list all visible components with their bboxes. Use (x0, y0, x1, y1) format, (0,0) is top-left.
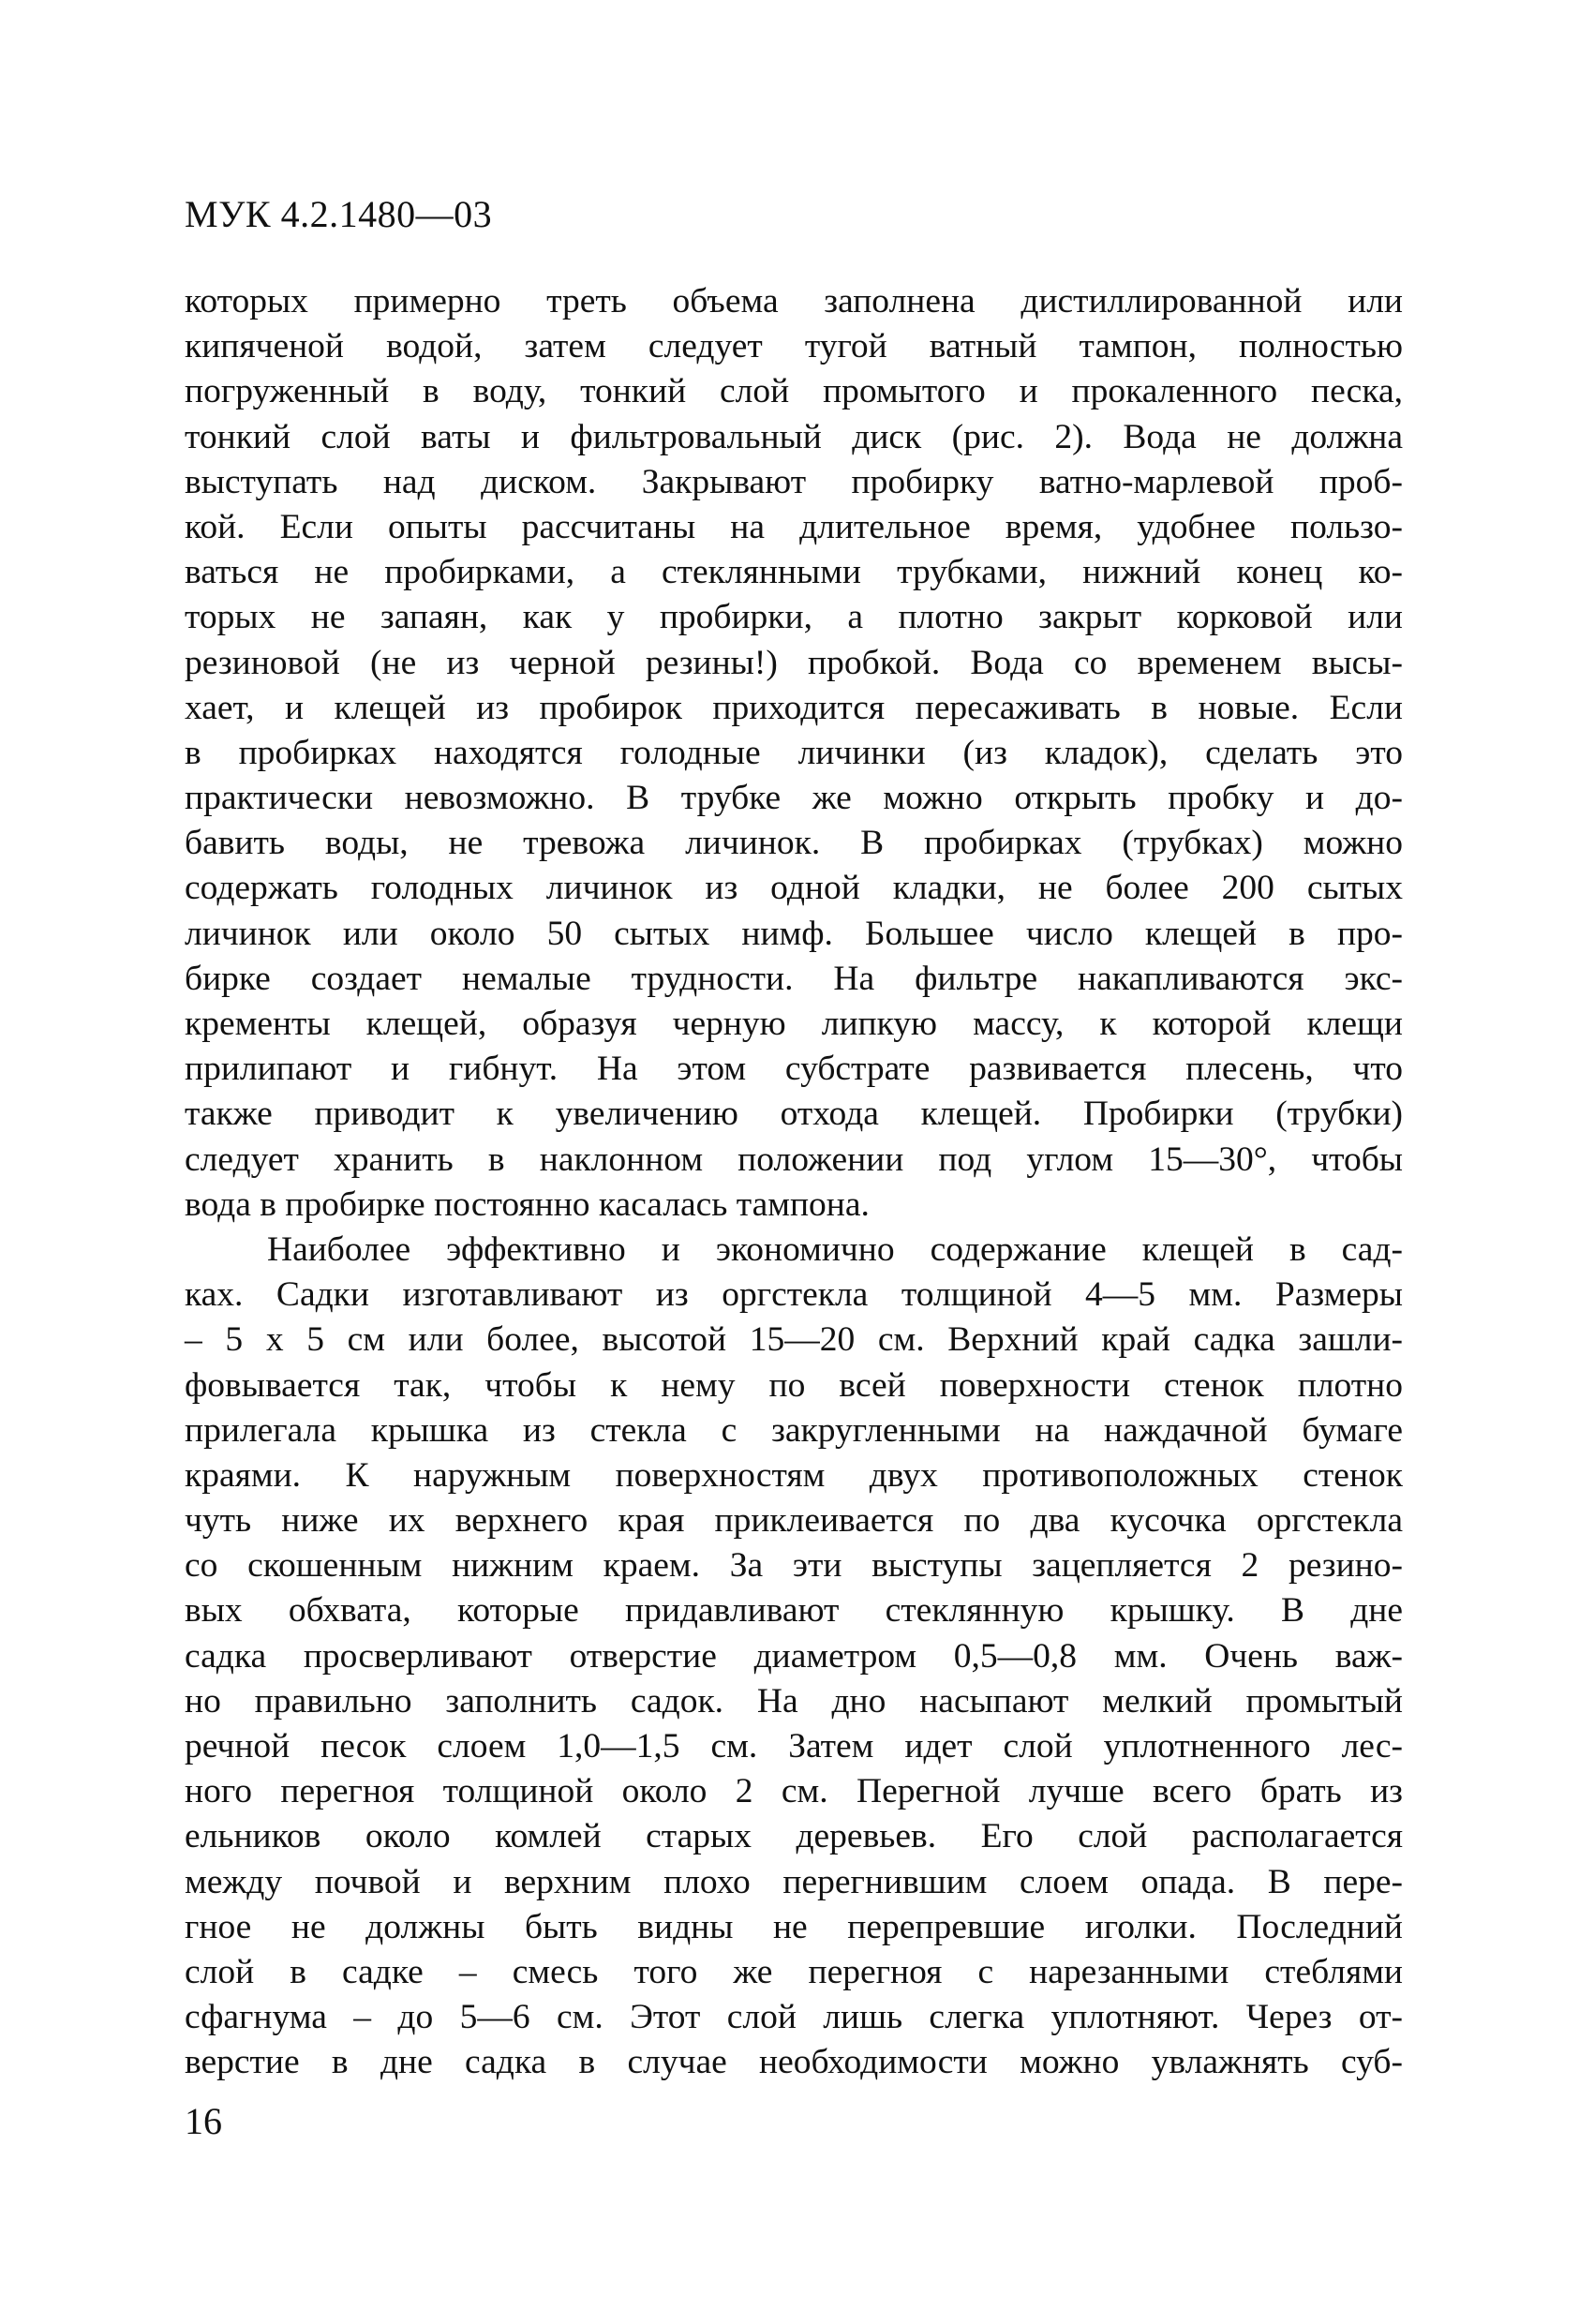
text-line: вых обхвата, которые придавливают стеклянную крышку. В дне (185, 1591, 1403, 1631)
text-line: ваться не пробирками, а стеклянными трубками, нижний конец ко- (185, 553, 1403, 592)
text-line: фовывается так, чтобы к нему по всей поверхности стенок плотно (185, 1365, 1403, 1405)
text-line: гное не должны быть видны не перепревшие иголки. Последний (185, 1907, 1403, 1946)
text-line: бавить воды, не тревожа личинок. В пробирках (трубках) можно (185, 824, 1403, 863)
text-line: со скошенным нижним краем. За эти выступы зацепляется 2 резино- (185, 1546, 1403, 1586)
text-line: торых не запаян, как у пробирки, а плотно закрыт корковой или (185, 598, 1403, 637)
page-number: 16 (185, 2100, 222, 2142)
text-line: кипяченой водой, затем следует тугой ватный тампон, полностью (185, 327, 1403, 366)
text-line: содержать голодных личинок из одной кладки, не более 200 сытых (185, 869, 1403, 908)
text-line: между почвой и верхним плохо перегнившим слоем опада. В пере- (185, 1862, 1403, 1901)
text-line: следует хранить в наклонном положении под углом 15—30°, чтобы (185, 1140, 1403, 1179)
text-line: тонкий слой ваты и фильтровальный диск (рис. 2). Вода не должна (185, 417, 1403, 456)
text-line: вода в пробирке постоянно касалась тампона. (185, 1184, 870, 1224)
text-line: – 5 х 5 см или более, высотой 15—20 см. Верхний край садка зашли- (185, 1320, 1403, 1360)
text-line: кой. Если опыты рассчитаны на длительное время, удобнее пользо- (185, 507, 1403, 546)
text-line: бирке создает немалые трудности. На фильтре накапливаются экс- (185, 959, 1403, 998)
text-line: садка просверливают отверстие диаметром 0,5—0,8 мм. Очень важ- (185, 1636, 1403, 1676)
text-line: прилегала крышка из стекла с закругленными на наждачной бумаге (185, 1410, 1403, 1450)
text-line: но правильно заполнить садок. На дно насыпают мелкий промытый (185, 1681, 1403, 1721)
text-line: слой в садке – смесь того же перегноя с нарезанными стеблями (185, 1952, 1403, 1991)
text-line: кременты клещей, образуя черную липкую массу, к которой клещи (185, 1005, 1403, 1043)
text-line: верстие в дне садка в случае необходимости можно увлажнять суб- (185, 2043, 1403, 2082)
text-line: личинок или около 50 сытых нимф. Большее число клещей в про- (185, 914, 1403, 953)
text-line: практически невозможно. В трубке же можно открыть пробку и до- (185, 779, 1403, 818)
paragraph (185, 279, 1403, 1228)
text-line: ельников около комлей старых деревьев. Его слой располагается (185, 1817, 1403, 1856)
text-line: резиновой (не из черной резины!) пробкой. Вода со временем высы- (185, 643, 1403, 682)
text-line: хает, и клещей из пробирок приходится пересаживать в новые. Если (185, 688, 1403, 727)
text-line: чуть ниже их верхнего края приклеивается по два кусочка оргстекла (185, 1501, 1403, 1541)
text-line: краями. К наружным поверхностям двух противоположных стенок (185, 1455, 1403, 1495)
body-text (185, 279, 1403, 2086)
text-line: сфагнума – до 5—6 см. Этот слой лишь слегка уплотняют. Через от- (185, 1998, 1403, 2037)
paragraph (185, 1228, 1403, 2086)
text-line: ного перегноя толщиной около 2 см. Перегной лучше всего брать из (185, 1772, 1403, 1811)
text-line: ках. Садки изготавливают из оргстекла толщиной 4—5 мм. Размеры (185, 1275, 1403, 1315)
text-line: речной песок слоем 1,0—1,5 см. Затем идет слой уплотненного лес- (185, 1727, 1403, 1765)
running-header: МУК 4.2.1480—03 (185, 193, 493, 235)
text-line: погруженный в воду, тонкий слой промытого и прокаленного песка, (185, 372, 1403, 411)
text-line: прилипают и гибнут. На этом субстрате развивается плесень, что (185, 1050, 1403, 1089)
text-line: которых примерно треть объема заполнена дистиллированной или (185, 282, 1403, 320)
text-line: Наиболее эффективно и экономично содержание клещей в сад- (267, 1229, 1403, 1269)
text-line: выступать над диском. Закрывают пробирку ватно-марлевой проб- (185, 462, 1403, 501)
text-line: в пробирках находятся голодные личинки (из кладок), сделать это (185, 733, 1403, 772)
text-line: также приводит к увеличению отхода клещей. Пробирки (трубки) (185, 1095, 1403, 1134)
